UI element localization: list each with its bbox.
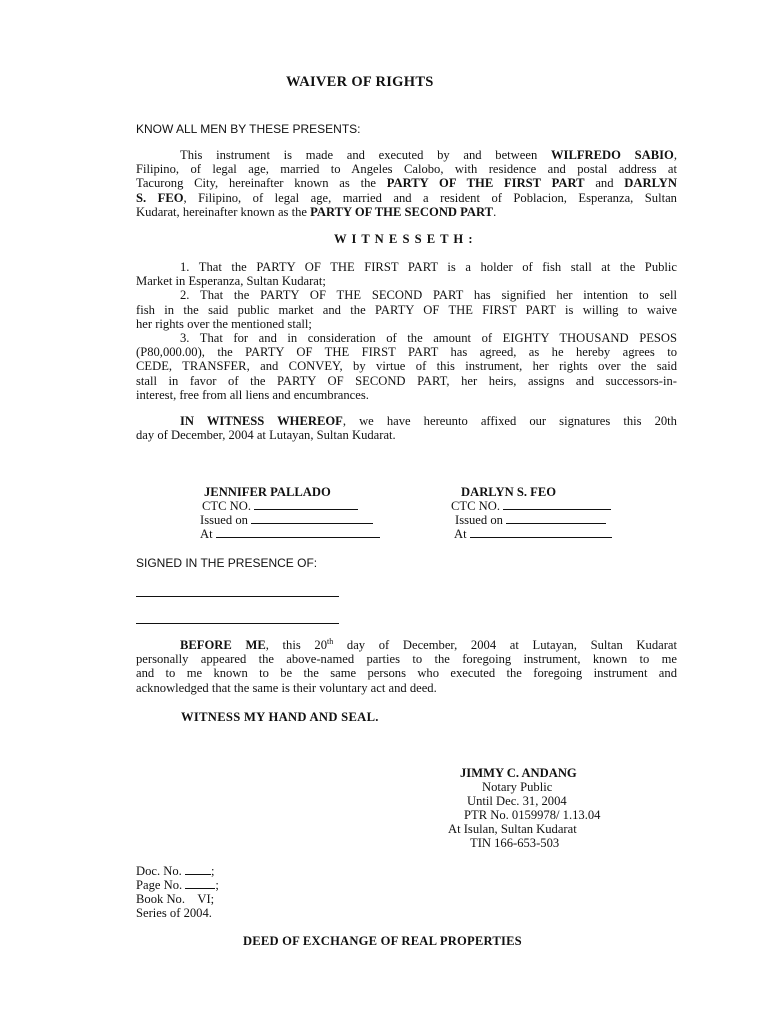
at-blank bbox=[470, 527, 612, 538]
doc-no-end: ; bbox=[210, 864, 215, 878]
ack-superscript: th bbox=[327, 636, 334, 646]
ack-line-2: personally appeared the above-named parties to the foregoing instrument, known to me bbox=[136, 652, 677, 667]
registry-doc-no bbox=[136, 864, 214, 878]
issued-label: Issued on bbox=[455, 513, 503, 527]
intro-line-2: Filipino, of legal age, married to Angeles Calobo, with residence and postal address at bbox=[136, 162, 677, 177]
at-label: At bbox=[200, 527, 213, 541]
witnesseth-heading: W I T N E S S E T H : bbox=[334, 232, 474, 246]
issued-blank bbox=[251, 513, 373, 524]
signatory-1-issued bbox=[200, 513, 373, 527]
registry-page-no bbox=[136, 878, 219, 892]
signatory-2-issued bbox=[455, 513, 606, 527]
presence-heading: SIGNED IN THE PRESENCE OF: bbox=[136, 556, 318, 570]
notary-tin: TIN 166-653-503 bbox=[470, 836, 560, 850]
doc-no-label: Doc. No. bbox=[136, 864, 182, 878]
ack-text: day of December, 2004 at Lutayan, Sultan Kudarat bbox=[333, 638, 677, 652]
ctc-blank bbox=[503, 499, 611, 510]
clause-1-line-2: Market in Esperanza, Sultan Kudarat; bbox=[136, 274, 326, 289]
intro-line-1 bbox=[136, 148, 677, 162]
notary-until: Until Dec. 31, 2004 bbox=[467, 794, 567, 808]
intro-text: . bbox=[493, 204, 497, 219]
intro-text: , Filipino, of legal age, married and a resident of Poblacion, Esperanza, Sultan bbox=[183, 190, 677, 205]
signatory-2-name: DARLYN S. FEO bbox=[461, 485, 557, 499]
witness-signature-line-2 bbox=[136, 623, 339, 624]
intro-text: Kudarat, hereinafter known as the bbox=[136, 204, 311, 219]
intro-text: This instrument is made and executed by and between bbox=[180, 148, 551, 162]
second-party-label: PARTY OF THE SECOND PART bbox=[310, 204, 494, 219]
next-document-title: DEED OF EXCHANGE OF REAL PROPERTIES bbox=[243, 934, 522, 948]
signatory-1-name: JENNIFER PALLADO bbox=[204, 485, 331, 499]
clauses-section bbox=[136, 260, 677, 402]
clause-3-line-1: 3. That for and in consideration of the amount of EIGHTY THOUSAND PESOS bbox=[180, 331, 677, 346]
witness-whereof-paragraph bbox=[136, 414, 677, 442]
at-blank bbox=[216, 527, 380, 538]
witness-whereof-text: , we have hereunto affixed our signatures this 20th bbox=[342, 414, 677, 428]
notary-title: Notary Public bbox=[482, 780, 553, 794]
acknowledgment-paragraph bbox=[136, 638, 677, 695]
intro-line-4 bbox=[136, 191, 677, 205]
clause-3-line-3: CEDE, TRANSFER, and CONVEY, by virtue of this instrument, her rights over the said bbox=[136, 359, 677, 374]
ctc-label: CTC NO. bbox=[451, 499, 500, 513]
clause-3-line-2: (P80,000.00), the PARTY OF THE FIRST PART has agreed, as he hereby agrees to bbox=[136, 345, 677, 360]
hand-seal-line: WITNESS MY HAND AND SEAL. bbox=[181, 710, 379, 724]
notary-name: JIMMY C. ANDANG bbox=[460, 766, 577, 780]
clause-1-line-1: 1. That the PARTY OF THE FIRST PART is a holder of fish stall at the Public bbox=[180, 260, 677, 274]
before-me-bold: BEFORE ME bbox=[180, 638, 266, 652]
witness-signature-line-1 bbox=[136, 596, 339, 597]
intro-text: Tacurong City, hereinafter known as the bbox=[136, 176, 387, 191]
issued-label: Issued on bbox=[200, 513, 248, 527]
second-party-name: DARLYN bbox=[624, 176, 677, 191]
clause-3-line-4: stall in favor of the PARTY OF SECOND PART, her heirs, assigns and successors-in- bbox=[136, 373, 677, 388]
ack-line-1 bbox=[136, 638, 677, 652]
clause-2-line-1: 2. That the PARTY OF THE SECOND PART has signified her intention to sell bbox=[180, 288, 677, 303]
first-party-label: PARTY OF THE FIRST PART bbox=[386, 176, 585, 191]
clause-2-line-2: fish in the said public market and the PARTY OF THE FIRST PART is willing to waive bbox=[136, 302, 677, 317]
notary-ptr: PTR No. 0159978/ 1.13.04 bbox=[464, 808, 601, 822]
signatory-1-at bbox=[200, 527, 380, 541]
at-label: At bbox=[454, 527, 467, 541]
clause-3-line-5: interest, free from all liens and encumbrances. bbox=[136, 387, 369, 402]
signatory-2-ctc bbox=[451, 499, 611, 513]
registry-book-no: Book No. VI; bbox=[136, 892, 215, 906]
page-no-blank bbox=[185, 878, 215, 889]
intro-text: , bbox=[673, 148, 677, 162]
witness-whereof-line-2: day of December, 2004 at Lutayan, Sultan Kudarat. bbox=[136, 428, 396, 443]
ack-line-3: and to me known to be the same persons who executed the foregoing instrument and bbox=[136, 666, 677, 681]
intro-paragraph bbox=[136, 148, 677, 219]
second-party-name-cont: S. FEO bbox=[136, 190, 184, 205]
intro-line-5 bbox=[136, 205, 677, 219]
notary-location: At Isulan, Sultan Kudarat bbox=[448, 822, 577, 836]
signatory-2-at bbox=[454, 527, 612, 541]
clause-2-line-3: her rights over the mentioned stall; bbox=[136, 316, 312, 331]
witness-whereof-line-1 bbox=[136, 414, 677, 428]
page-no-label: Page No. bbox=[136, 878, 183, 892]
signatory-1-ctc bbox=[202, 499, 358, 513]
ctc-label: CTC NO. bbox=[202, 499, 251, 513]
document-title: WAIVER OF RIGHTS bbox=[286, 74, 434, 90]
witness-whereof-bold: IN WITNESS WHEREOF bbox=[180, 414, 343, 428]
opening-line: KNOW ALL MEN BY THESE PRESENTS: bbox=[136, 122, 361, 136]
page-no-end: ; bbox=[215, 878, 219, 892]
doc-no-blank bbox=[185, 864, 211, 875]
intro-text: and bbox=[584, 176, 625, 191]
intro-line-3 bbox=[136, 176, 677, 190]
first-party-name: WILFREDO SABIO bbox=[550, 148, 674, 162]
ctc-blank bbox=[254, 499, 358, 510]
registry-series: Series of 2004. bbox=[136, 906, 212, 920]
ack-text: , this 20 bbox=[265, 638, 327, 652]
issued-blank bbox=[506, 513, 606, 524]
ack-line-4: acknowledged that the same is their voluntary act and deed. bbox=[136, 680, 437, 695]
